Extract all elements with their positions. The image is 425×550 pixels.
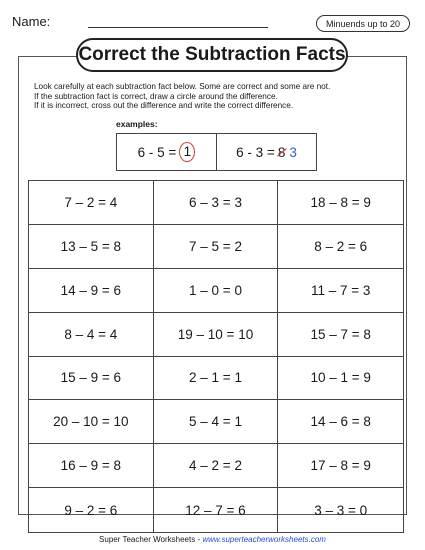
example-incorrect — [216, 134, 316, 170]
example-equation: 6 - 3 = — [236, 144, 275, 160]
problem-cell[interactable]: 19 – 10 = 10 — [154, 313, 279, 357]
problem-cell[interactable]: 8 – 4 = 4 — [29, 313, 154, 357]
problem-cell[interactable]: 7 – 5 = 2 — [154, 225, 279, 269]
instructions — [34, 82, 394, 111]
worksheet-title: Correct the Subtraction Facts — [76, 38, 348, 72]
examples-label: examples: — [116, 119, 158, 129]
problem-cell[interactable]: 15 – 7 = 8 — [278, 313, 403, 357]
problem-cell[interactable]: 14 – 9 = 6 — [29, 269, 154, 313]
problem-cell[interactable]: 6 – 3 = 3 — [154, 181, 279, 225]
problem-cell[interactable]: 7 – 2 = 4 — [29, 181, 154, 225]
name-label: Name: — [12, 14, 51, 29]
problem-cell[interactable]: 2 – 1 = 1 — [154, 357, 279, 401]
problem-cell[interactable]: 1 – 0 = 0 — [154, 269, 279, 313]
problem-cell[interactable]: 18 – 8 = 9 — [278, 181, 403, 225]
crossed-answer: 8 — [277, 144, 286, 160]
problem-cell[interactable]: 14 – 6 = 8 — [278, 400, 403, 444]
example-equation: 6 - 5 = — [137, 144, 177, 160]
problem-cell[interactable]: 20 – 10 = 10 — [29, 400, 154, 444]
problem-cell[interactable]: 17 – 8 = 9 — [278, 444, 403, 488]
instruction-line: If the subtraction fact is correct, draw a circle around the difference. — [34, 91, 278, 101]
problem-cell[interactable]: 16 – 9 = 8 — [29, 444, 154, 488]
examples-box — [116, 133, 317, 171]
problem-cell[interactable]: 13 – 5 = 8 — [29, 225, 154, 269]
example-correct — [117, 134, 216, 170]
problem-cell[interactable]: 9 – 2 = 6 — [29, 488, 154, 532]
problem-cell[interactable]: 12 – 7 = 6 — [154, 488, 279, 532]
instruction-line: If it is incorrect, cross out the difference and write the correct difference. — [34, 101, 294, 111]
problem-cell[interactable]: 11 – 7 = 3 — [278, 269, 403, 313]
problem-cell[interactable]: 8 – 2 = 6 — [278, 225, 403, 269]
footer-brand: Super Teacher Worksheets - — [99, 535, 203, 544]
problem-cell[interactable]: 15 – 9 = 6 — [29, 357, 154, 401]
problem-grid — [28, 180, 404, 533]
footer — [0, 535, 425, 544]
footer-url[interactable]: www.superteacherworksheets.com — [202, 535, 326, 544]
problem-cell[interactable]: 5 – 4 = 1 — [154, 400, 279, 444]
corrected-answer: 3 — [289, 144, 297, 160]
problem-cell[interactable]: 3 – 3 = 0 — [314, 502, 368, 518]
instruction-line: Look carefully at each subtraction fact below. Some are correct and some are not. — [34, 82, 331, 91]
problem-cell[interactable]: 4 – 2 = 2 — [154, 444, 279, 488]
problem-cell[interactable]: 10 – 1 = 9 — [278, 357, 403, 401]
circled-answer: 1 — [179, 142, 195, 162]
name-input-line[interactable] — [88, 27, 268, 28]
level-badge: Minuends up to 20 — [316, 15, 410, 32]
